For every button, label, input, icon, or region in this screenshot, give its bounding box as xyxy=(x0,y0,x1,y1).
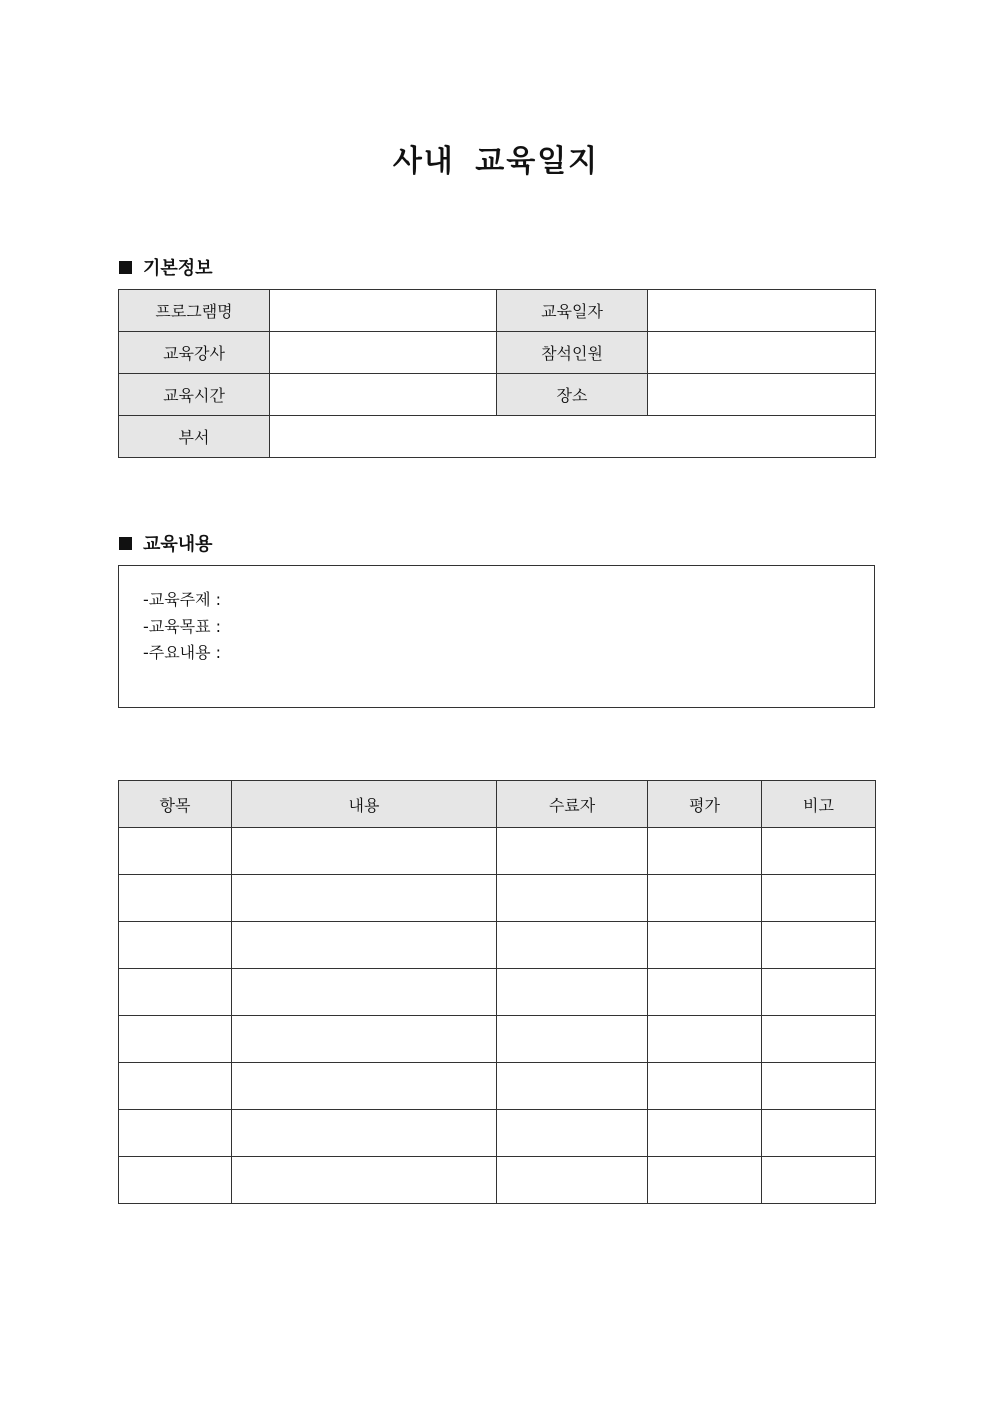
table-row xyxy=(119,332,876,374)
table-row xyxy=(119,1016,876,1063)
table-cell[interactable] xyxy=(119,1063,232,1110)
table-cell[interactable] xyxy=(119,969,232,1016)
basic-info-heading-text: 기본정보 xyxy=(143,258,213,279)
basic-info-table xyxy=(118,289,876,458)
column-header-completer: 수료자 xyxy=(497,781,648,828)
location-field[interactable] xyxy=(648,374,876,416)
column-header-item: 항목 xyxy=(119,781,232,828)
location-label: 장소 xyxy=(497,374,648,416)
column-header-remarks: 비고 xyxy=(762,781,876,828)
table-cell[interactable] xyxy=(119,828,232,875)
table-cell[interactable] xyxy=(119,1016,232,1063)
column-header-evaluation: 평가 xyxy=(648,781,762,828)
table-cell[interactable] xyxy=(762,1063,876,1110)
table-cell[interactable] xyxy=(648,1157,762,1204)
table-cell[interactable] xyxy=(762,1016,876,1063)
table-cell[interactable] xyxy=(497,875,648,922)
table-cell[interactable] xyxy=(762,969,876,1016)
department-field[interactable] xyxy=(270,416,876,458)
table-cell[interactable] xyxy=(232,1110,497,1157)
instructor-field[interactable] xyxy=(270,332,497,374)
table-cell[interactable] xyxy=(232,875,497,922)
table-row xyxy=(119,1110,876,1157)
square-bullet-icon xyxy=(119,261,132,274)
education-time-label: 교육시간 xyxy=(119,374,270,416)
table-cell[interactable] xyxy=(119,922,232,969)
education-date-field[interactable] xyxy=(648,290,876,332)
table-cell[interactable] xyxy=(232,922,497,969)
table-cell[interactable] xyxy=(762,922,876,969)
table-cell[interactable] xyxy=(648,1016,762,1063)
table-row xyxy=(119,374,876,416)
table-row xyxy=(119,969,876,1016)
table-cell[interactable] xyxy=(232,969,497,1016)
table-cell[interactable] xyxy=(648,828,762,875)
table-cell[interactable] xyxy=(232,1063,497,1110)
table-cell[interactable] xyxy=(762,828,876,875)
table-cell[interactable] xyxy=(648,875,762,922)
table-cell[interactable] xyxy=(762,1110,876,1157)
education-content-box[interactable] xyxy=(118,565,875,708)
education-date-label: 교육일자 xyxy=(497,290,648,332)
column-header-content: 내용 xyxy=(232,781,497,828)
attendees-label: 참석인원 xyxy=(497,332,648,374)
table-row xyxy=(119,290,876,332)
table-row xyxy=(119,1157,876,1204)
main-content-line: -주요내용 : xyxy=(143,643,222,662)
table-cell[interactable] xyxy=(119,875,232,922)
table-header-row xyxy=(119,781,876,828)
table-cell[interactable] xyxy=(497,1016,648,1063)
table-cell[interactable] xyxy=(648,922,762,969)
table-cell[interactable] xyxy=(648,969,762,1016)
record-table-body xyxy=(119,828,876,1204)
table-cell[interactable] xyxy=(232,1157,497,1204)
table-cell[interactable] xyxy=(119,1110,232,1157)
table-cell[interactable] xyxy=(497,1157,648,1204)
square-bullet-icon xyxy=(119,537,132,550)
record-table xyxy=(118,780,876,1204)
table-cell[interactable] xyxy=(119,1157,232,1204)
document-title: 사내 교육일지 xyxy=(392,144,600,179)
table-cell[interactable] xyxy=(497,922,648,969)
table-row xyxy=(119,875,876,922)
table-row xyxy=(119,1063,876,1110)
table-cell[interactable] xyxy=(762,875,876,922)
table-cell[interactable] xyxy=(762,1157,876,1204)
table-row xyxy=(119,828,876,875)
table-cell[interactable] xyxy=(497,828,648,875)
instructor-label: 교육강사 xyxy=(119,332,270,374)
attendees-field[interactable] xyxy=(648,332,876,374)
table-cell[interactable] xyxy=(497,969,648,1016)
basic-info-heading xyxy=(119,254,213,280)
education-content-heading xyxy=(119,530,213,556)
education-time-field[interactable] xyxy=(270,374,497,416)
department-label: 부서 xyxy=(119,416,270,458)
table-cell[interactable] xyxy=(497,1063,648,1110)
table-row xyxy=(119,922,876,969)
table-cell[interactable] xyxy=(232,1016,497,1063)
table-cell[interactable] xyxy=(648,1110,762,1157)
program-name-label: 프로그램명 xyxy=(119,290,270,332)
education-content-heading-text: 교육내용 xyxy=(143,534,213,555)
table-row xyxy=(119,416,876,458)
program-name-field[interactable] xyxy=(270,290,497,332)
goal-line: -교육목표 : xyxy=(143,617,222,636)
table-cell[interactable] xyxy=(232,828,497,875)
table-cell[interactable] xyxy=(648,1063,762,1110)
table-cell[interactable] xyxy=(497,1110,648,1157)
topic-line: -교육주제 : xyxy=(143,590,222,609)
